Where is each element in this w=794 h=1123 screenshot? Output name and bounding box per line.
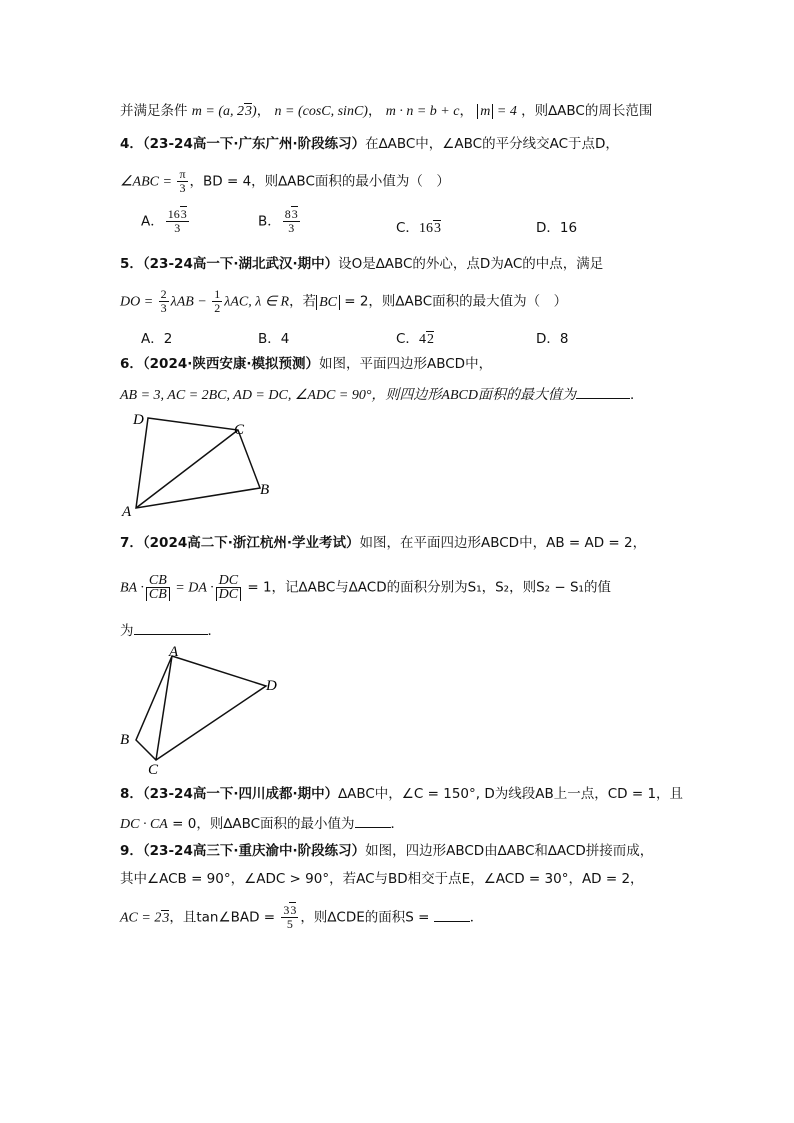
q4-line2 (120, 168, 450, 195)
q7-eq: = (171, 580, 189, 596)
q8-number: 8． (120, 786, 143, 802)
q8-dot: DC · CA (120, 817, 168, 832)
q6-figure (118, 408, 288, 518)
q4-option-b[interactable]: B． $\frac{83}{3}$ (258, 207, 298, 235)
q4-option-a[interactable]: A． $\frac{163}{3}$ (141, 207, 187, 235)
q3-magnitude-value: = 4 (493, 104, 517, 119)
q5-text1: 设O是∆ABC的外心，点D为AC的中点，满足 (338, 256, 604, 272)
q6-text2: AB = 3, AC = 2BC, AD = DC, ∠ADC = 90°，则四边形ABCD面积的最大值为 (120, 388, 576, 403)
q8-line1 (120, 784, 683, 804)
q3-m-vector: m = (a, 23) (191, 104, 257, 119)
q7-frac-dc: $\frac{DC}{DC}$ (216, 574, 241, 601)
q3-dot: m · n = b + c (385, 104, 460, 119)
q6-line1 (120, 354, 492, 374)
q3-prefix: 并满足条件 (120, 103, 188, 119)
q7-line3 (120, 620, 221, 641)
q9-tan: ，且tan∠BAD = (169, 909, 280, 926)
q4-line1 (120, 134, 619, 154)
q4-number: 4． (120, 136, 143, 152)
q8-text2: = 0，则∆ABC面积的最小值为 (167, 816, 355, 832)
q4-source: （23-24高一下·广东广州·阶段练习） (142, 136, 366, 152)
q6-label-a: A (122, 504, 132, 518)
q7-label-d: D (266, 678, 277, 694)
q5-option-d[interactable]: D．8 (536, 331, 569, 347)
q4-option-c[interactable]: C．163 (396, 220, 441, 236)
q7-val: = 1，记∆ABC与∆ACD的面积分别为S₁，S₂，则S₂ − S₁的值 (243, 579, 611, 596)
q5-option-c[interactable]: C．42 (396, 331, 434, 347)
q5-bc-magnitude: BC (316, 295, 340, 310)
q6-diagonal-ac (136, 430, 238, 508)
q6-number: 6． (120, 356, 143, 372)
q7-line1 (120, 533, 646, 553)
q9-answer-blank[interactable] (434, 907, 470, 922)
q9-end: ． (469, 909, 484, 926)
q6-end: ． (629, 387, 644, 403)
q8-answer-blank[interactable] (355, 813, 391, 828)
q6-text1: 如图，平面四边形ABCD中， (319, 356, 493, 372)
q9-line2 (120, 869, 644, 889)
q7-text1: 如图，在平面四边形ABCD中，AB = AD = 2， (359, 535, 647, 551)
q6-source: （2024·陕西安康·模拟预测） (142, 356, 319, 372)
q8-text1: ∆ABC中，∠C = 150°, D为线段AB上一点，CD = 1，且 (338, 786, 684, 802)
q7-label-b: B (120, 732, 130, 748)
q6-label-d: D (133, 412, 144, 428)
q5-line2: DO = $\frac{2}{3}$ λAB − $\frac{1}{2}$ λAC, λ ∈ R，若 BC = 2，则∆ABC面积的最大值为（ ） (120, 287, 568, 315)
q9-fraction: $\frac{33}{5}$ (283, 903, 297, 931)
q5-line1 (120, 254, 603, 274)
q9-text3c: ，则∆CDE的面积S = (300, 909, 434, 926)
q4-option-d[interactable]: D．16 (536, 220, 578, 236)
q9-text2: 其中∠ACB = 90°，∠ADC > 90°，若AC与BD相交于点E，∠ACD = 30°，AD = 2， (120, 871, 644, 887)
q5-mid: λAB − (170, 294, 211, 310)
q4-text2: ，BD = 4，则∆ABC面积的最小值为（ ） (189, 173, 450, 190)
q6-answer-blank[interactable] (576, 384, 630, 399)
q7-line2 (120, 574, 611, 601)
q6-label-c: C (234, 422, 245, 438)
q6-line2 (120, 384, 643, 406)
q9-number: 9． (120, 843, 143, 859)
q5-option-b[interactable]: B．4 (258, 331, 290, 347)
q5-do-vector: DO = (120, 294, 157, 310)
q3-condition-line: 并满足条件 m = (a, 23)， n = (cosC, sinC)， m · n = b + c， m = 4 ，则∆ABC的周长范围 (120, 103, 653, 119)
q4-text1: 在∆ABC中，∠ABC的平分线交AC于点D， (365, 136, 619, 152)
q3-tail: ，则∆ABC的周长范围 (521, 103, 653, 119)
q9-source: （23-24高三下·重庆渝中·阶段练习） (142, 843, 366, 859)
q4-fraction: $\frac{\pi}{3}$ (179, 167, 186, 195)
q5-option-a[interactable]: A．2 (141, 331, 173, 347)
q5-number: 5． (120, 256, 143, 272)
q4-angle: ∠ABC = (120, 174, 176, 190)
q9-ac: AC = 2 (120, 910, 162, 926)
q8-line2 (120, 813, 404, 835)
q7-frac-cb: $\frac{CB}{CB}$ (146, 574, 170, 601)
q7-number: 7． (120, 535, 143, 551)
q5-cond: ，若 (289, 293, 317, 310)
q9-line3 (120, 904, 483, 931)
q7-diagonal-ac (156, 656, 172, 760)
q8-end: ． (390, 816, 405, 832)
q3-n-vector: n = (cosC, sinC) (274, 104, 368, 119)
q7-end: ． (207, 623, 221, 639)
q5-bc-value: = 2，则∆ABC面积的最大值为（ ） (339, 293, 568, 310)
q5-end: λAC, λ ∈ R (224, 294, 290, 310)
q9-root: 3 (162, 910, 170, 926)
q7-label-a: A (169, 644, 179, 660)
q9-line1 (120, 841, 653, 861)
q7-source: （2024高二下·浙江杭州·学业考试） (142, 535, 360, 551)
q7-quadrilateral (136, 656, 266, 760)
q7-ba: BA · (120, 580, 144, 596)
q7-figure (116, 642, 286, 777)
q5-source: （23-24高一下·湖北武汉·期中） (142, 256, 339, 272)
q7-answer-blank[interactable] (134, 620, 208, 635)
q9-text1: 如图，四边形ABCD由∆ABC和∆ACD拼接而成， (365, 843, 654, 859)
q7-da: DA · (188, 580, 214, 596)
q8-source: （23-24高一下·四川成都·期中） (142, 786, 339, 802)
q3-magnitude: m (477, 104, 493, 119)
q7-wei: 为 (120, 623, 134, 639)
q6-label-b: B (260, 482, 270, 498)
q7-label-c: C (148, 762, 159, 777)
